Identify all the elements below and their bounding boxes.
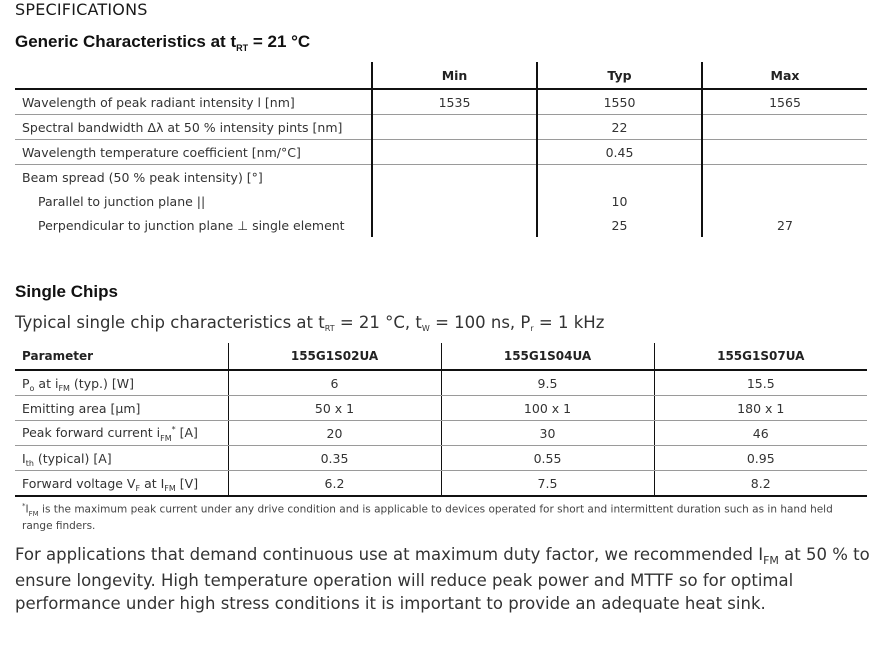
generic-characteristics-table bbox=[15, 62, 867, 237]
table-header-row bbox=[15, 343, 867, 370]
cell-typ: 0.45 bbox=[537, 140, 702, 165]
table-row bbox=[15, 165, 867, 190]
cell-value: 0.35 bbox=[228, 446, 441, 471]
label-text: (typ.) [W] bbox=[69, 375, 134, 391]
cell-max bbox=[702, 189, 867, 213]
generic-title-text: Generic Characteristics at t bbox=[15, 32, 237, 51]
header-min: Min bbox=[372, 62, 537, 89]
label-text: [V] bbox=[175, 475, 199, 491]
caption-part-a: Typical single chip characteristics at t bbox=[15, 313, 325, 332]
footnote-text: is the maximum peak current under any drive condition and is applicable to devices operated for short and intermittent duration such as in hand held range finders. bbox=[22, 503, 833, 532]
cell-typ: 1550 bbox=[537, 89, 702, 115]
label-text: Peak forward current i bbox=[22, 425, 161, 441]
cell-min bbox=[372, 115, 537, 140]
label-text: [A] bbox=[175, 425, 198, 441]
header-chip-07: 155G1S07UA bbox=[654, 343, 867, 370]
row-label bbox=[15, 396, 228, 421]
single-chips-title: Single Chips bbox=[15, 282, 118, 301]
cell-min bbox=[372, 165, 537, 190]
table-row bbox=[15, 213, 867, 237]
recommendation-paragraph bbox=[15, 543, 873, 616]
row-label: Spectral bandwidth Δλ at 50 % intensity pints [nm] bbox=[15, 115, 372, 140]
caption-part-c: = 100 ns, P bbox=[429, 313, 531, 332]
cell-value: 6.2 bbox=[228, 471, 441, 497]
label-sub: FM bbox=[160, 433, 172, 443]
caption-part-b: = 21 °C, t bbox=[334, 313, 422, 332]
label-text: at I bbox=[140, 475, 165, 491]
generic-title-suffix: = 21 °C bbox=[248, 32, 311, 51]
row-label: Wavelength of peak radiant intensity l [nm] bbox=[15, 89, 372, 115]
footnote-i: I bbox=[25, 503, 29, 516]
cell-max: 1565 bbox=[702, 89, 867, 115]
caption-sub-w: W bbox=[421, 324, 430, 333]
cell-value: 9.5 bbox=[441, 370, 654, 396]
cell-value: 7.5 bbox=[441, 471, 654, 497]
row-label bbox=[15, 446, 228, 471]
table-row bbox=[15, 471, 867, 497]
cell-value: 0.55 bbox=[441, 446, 654, 471]
label-text: Forward voltage V bbox=[22, 475, 136, 491]
paragraph-sub: FM bbox=[763, 554, 779, 567]
table-row bbox=[15, 115, 867, 140]
label-text: Emitting area [µm] bbox=[22, 400, 141, 416]
caption-sub-rt: RT bbox=[324, 324, 335, 333]
label-text: P bbox=[22, 375, 30, 391]
table-row bbox=[15, 140, 867, 165]
cell-value: 180 x 1 bbox=[654, 396, 867, 421]
label-star: * bbox=[171, 425, 176, 435]
cell-value: 6 bbox=[228, 370, 441, 396]
footnote-star: * bbox=[22, 502, 26, 510]
generic-title-sub: RT bbox=[236, 43, 249, 53]
cell-value: 50 x 1 bbox=[228, 396, 441, 421]
cell-value: 100 x 1 bbox=[441, 396, 654, 421]
header-blank bbox=[15, 62, 372, 89]
cell-typ: 10 bbox=[537, 189, 702, 213]
footnote bbox=[22, 499, 862, 534]
cell-max bbox=[702, 115, 867, 140]
header-max: Max bbox=[702, 62, 867, 89]
cell-value: 46 bbox=[654, 421, 867, 446]
cell-max: 27 bbox=[702, 213, 867, 237]
table-row bbox=[15, 396, 867, 421]
table-row bbox=[15, 446, 867, 471]
label-text: at i bbox=[34, 375, 59, 391]
cell-value: 30 bbox=[441, 421, 654, 446]
table-row bbox=[15, 370, 867, 396]
cell-value: 15.5 bbox=[654, 370, 867, 396]
header-typ: Typ bbox=[537, 62, 702, 89]
caption-part-d: = 1 kHz bbox=[533, 313, 605, 332]
label-sub: o bbox=[29, 383, 35, 393]
label-text: I bbox=[22, 450, 26, 466]
header-parameter: Parameter bbox=[15, 343, 228, 370]
single-chips-table bbox=[15, 343, 867, 497]
table-row bbox=[15, 421, 867, 446]
caption-sub-r: r bbox=[530, 324, 534, 333]
row-label bbox=[15, 421, 228, 446]
label-sub: F bbox=[135, 483, 141, 493]
cell-value: 8.2 bbox=[654, 471, 867, 497]
cell-min bbox=[372, 213, 537, 237]
single-chips-caption bbox=[15, 313, 604, 332]
cell-typ: 22 bbox=[537, 115, 702, 140]
cell-max bbox=[702, 165, 867, 190]
paragraph-part-b: at 50 % to ensure longevity. High temperature operation will reduce peak power and MTTF so for optimal performance under high stress conditions it is important to provide an adequate heat sink. bbox=[15, 545, 870, 613]
cell-min bbox=[372, 189, 537, 213]
label-sub: FM bbox=[164, 483, 176, 493]
cell-value: 0.95 bbox=[654, 446, 867, 471]
table-row bbox=[15, 189, 867, 213]
cell-max bbox=[702, 140, 867, 165]
row-label bbox=[15, 370, 228, 396]
cell-typ bbox=[537, 165, 702, 190]
header-chip-04: 155G1S04UA bbox=[441, 343, 654, 370]
cell-typ: 25 bbox=[537, 213, 702, 237]
header-chip-02: 155G1S02UA bbox=[228, 343, 441, 370]
section-title: SPECIFICATIONS bbox=[15, 0, 148, 19]
row-label: Wavelength temperature coefficient [nm/°C] bbox=[15, 140, 372, 165]
cell-min: 1535 bbox=[372, 89, 537, 115]
paragraph-part-a: For applications that demand continuous use at maximum duty factor, we recommended I bbox=[15, 545, 764, 564]
row-label: Beam spread (50 % peak intensity) [°] bbox=[22, 169, 263, 185]
cell-value: 20 bbox=[228, 421, 441, 446]
generic-characteristics-title bbox=[15, 32, 310, 52]
row-label: Perpendicular to junction plane ⊥ single element bbox=[38, 217, 345, 233]
table-header-row bbox=[15, 62, 867, 89]
label-text: (typical) [A] bbox=[33, 450, 112, 466]
label-sub: th bbox=[25, 458, 34, 468]
row-label bbox=[15, 471, 228, 497]
table-row bbox=[15, 89, 867, 115]
row-label: Parallel to junction plane || bbox=[38, 193, 206, 209]
footnote-sub: FM bbox=[28, 509, 39, 518]
cell-min bbox=[372, 140, 537, 165]
label-sub: FM bbox=[58, 383, 70, 393]
